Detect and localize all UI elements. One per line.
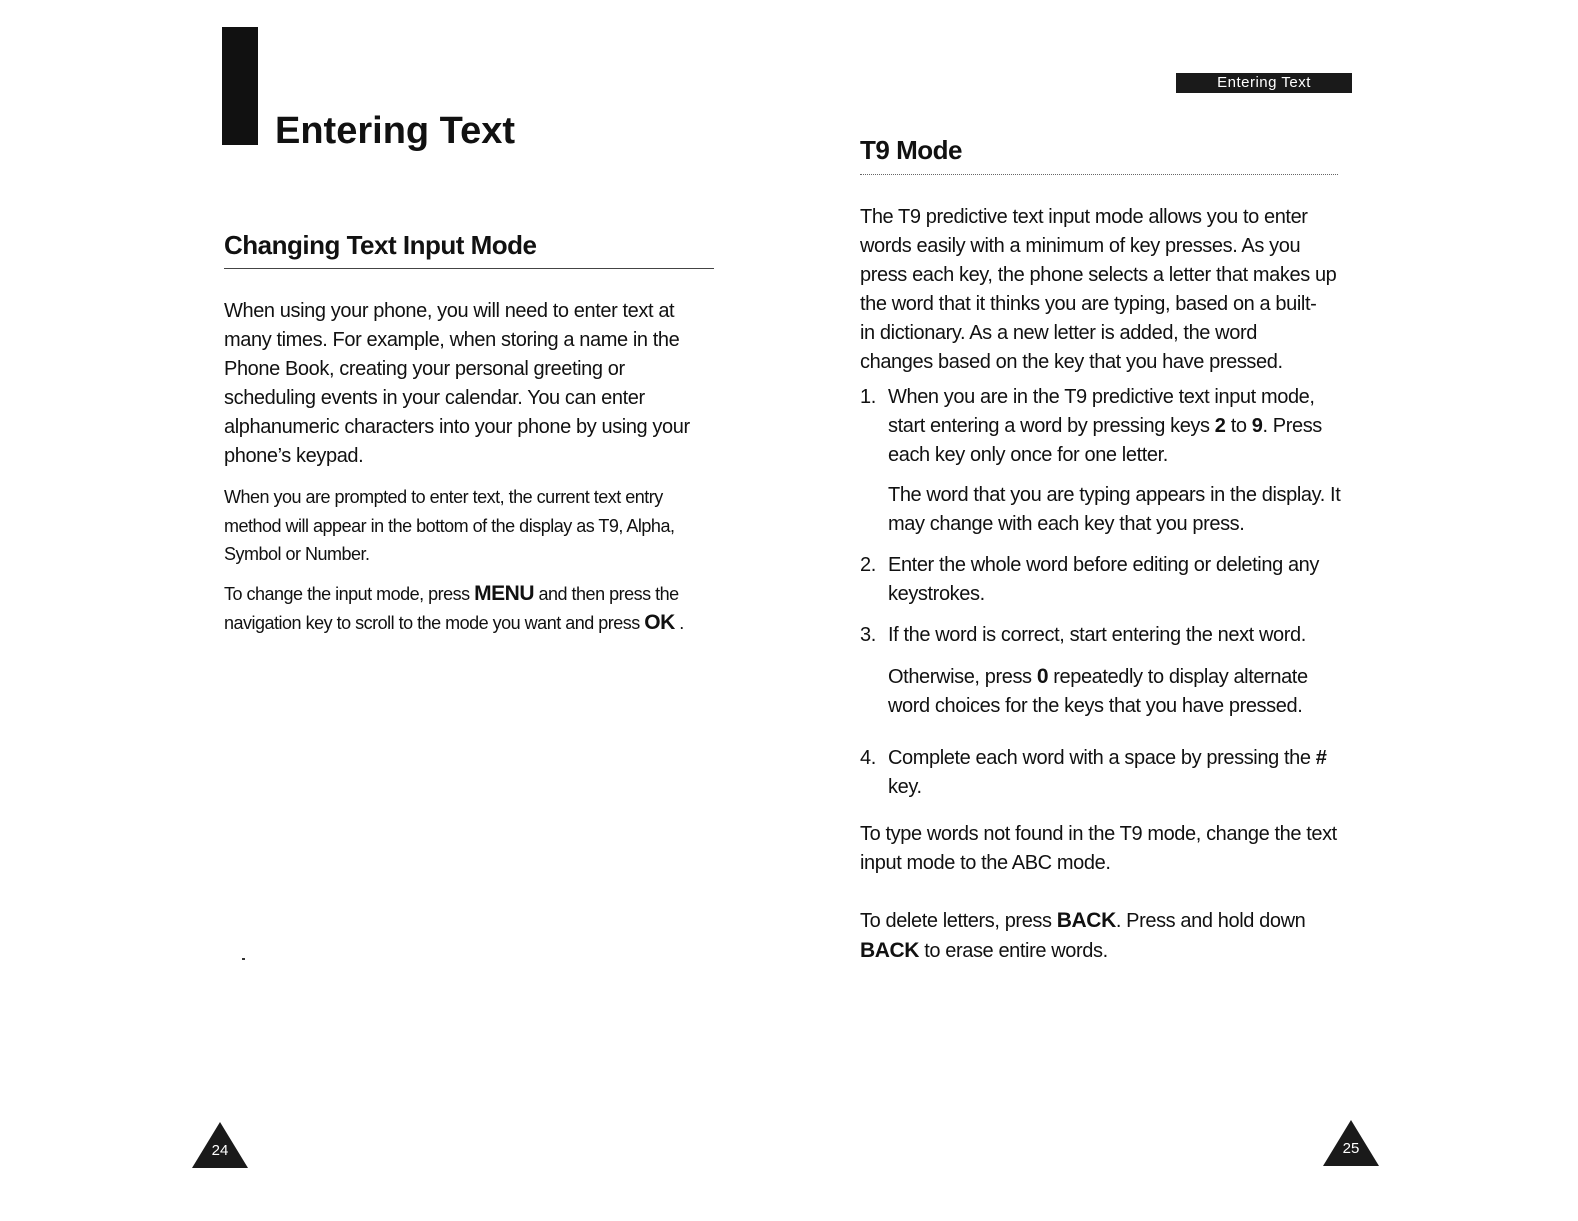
abc-mode-paragraph [860,820,1337,878]
step-3-note [888,662,1308,721]
text-line: To delete letters, press BACK. Press and hold down [860,909,1306,932]
text-line: Enter the whole word before editing or deleting any [888,554,1319,576]
text-line: alphanumeric characters into your phone by using your [224,416,690,438]
back-key-label: BACK [1056,909,1116,932]
text-line: Phone Book, creating your personal greeting or [224,358,625,380]
chapter-title: Entering Text [275,110,515,152]
text-line: input mode to the ABC mode. [860,852,1111,874]
step-text [888,551,1319,609]
text-line: press each key, the phone selects a letter that makes up [860,264,1337,286]
text-line: If the word is correct, start entering the next word. [888,624,1306,646]
text-line: each key only once for one letter. [888,444,1168,466]
section-title-changing-mode: Changing Text Input Mode [224,230,537,260]
step-3 [860,621,1340,651]
step-number: 2. [860,554,876,576]
text-line: The word that you are typing appears in the display. It [888,484,1341,506]
step-number: 1. [860,386,876,408]
text-line: scheduling events in your calendar. You can enter [224,387,645,409]
back-key-label: BACK [860,939,920,962]
key-0-label: 0 [1036,665,1049,688]
text-line: word choices for the keys that you have pressed. [888,695,1303,717]
t9-intro-paragraph [860,203,1336,377]
step-number: 3. [860,624,876,646]
running-header-tab: Entering Text [1176,73,1352,93]
menu-key-label: MENU [474,582,535,605]
intro-paragraph [224,297,690,471]
text-line: changes based on the key that you have pressed. [860,351,1283,373]
pound-key-label: # [1315,747,1327,769]
page-number: 25 [1342,1140,1360,1157]
ok-key-label: OK [644,610,675,634]
text-line: may change with each key that you press. [888,513,1245,535]
chapter-marker-bar [222,27,258,145]
text-line: To type words not found in the T9 mode, change the text [860,823,1337,845]
prompt-paragraph [224,483,674,569]
text-line: many times. For example, when storing a name in the [224,329,680,351]
step-number: 4. [860,747,876,769]
step-1-note [888,481,1340,539]
key-2-label: 2 [1214,415,1226,437]
text-line: To change the input mode, press MENU and then press the [224,582,679,605]
delete-paragraph [860,906,1305,966]
section-divider [860,174,1338,175]
text-line: key. [888,776,922,798]
change-mode-paragraph [224,580,684,637]
text-line: When you are in the T9 predictive text input mode, [888,386,1315,408]
scan-speck [242,958,245,960]
text-line: keystrokes. [888,583,985,605]
page-number: 24 [211,1142,229,1159]
step-2 [860,551,1340,611]
text-line: start entering a word by pressing keys 2 to 9. Press [888,415,1322,437]
text-line: BACK to erase entire words. [860,939,1108,962]
step-text [888,383,1322,470]
text-line: When you are prompted to enter text, the current text entry [224,487,663,507]
text-line: phone’s keypad. [224,445,364,467]
key-9-label: 9 [1251,415,1263,437]
text-line: Symbol or Number. [224,544,370,564]
step-text [888,744,1326,802]
text-line: The T9 predictive text input mode allows you to enter [860,206,1308,228]
text-line: in dictionary. As a new letter is added, the word [860,322,1257,344]
page-number-badge-right [1323,1120,1379,1166]
text-line: words easily with a minimum of key presses. As you [860,235,1301,257]
step-4 [860,744,1340,804]
text-line: Otherwise, press 0 repeatedly to display alternate [888,665,1308,688]
text-line: method will appear in the bottom of the display as T9, Alpha, [224,515,675,536]
text-line: navigation key to scroll to the mode you want and press OK . [224,610,684,634]
section-divider [224,268,714,269]
section-title-t9-mode: T9 Mode [860,135,962,165]
text-line: the word that it thinks you are typing, based on a built- [860,293,1317,315]
step-1 [860,383,1340,473]
text-line: Complete each word with a space by pressing the # [888,747,1327,769]
page-number-badge-left [192,1122,248,1168]
step-text [888,621,1306,650]
text-line: When using your phone, you will need to enter text at [224,300,675,322]
